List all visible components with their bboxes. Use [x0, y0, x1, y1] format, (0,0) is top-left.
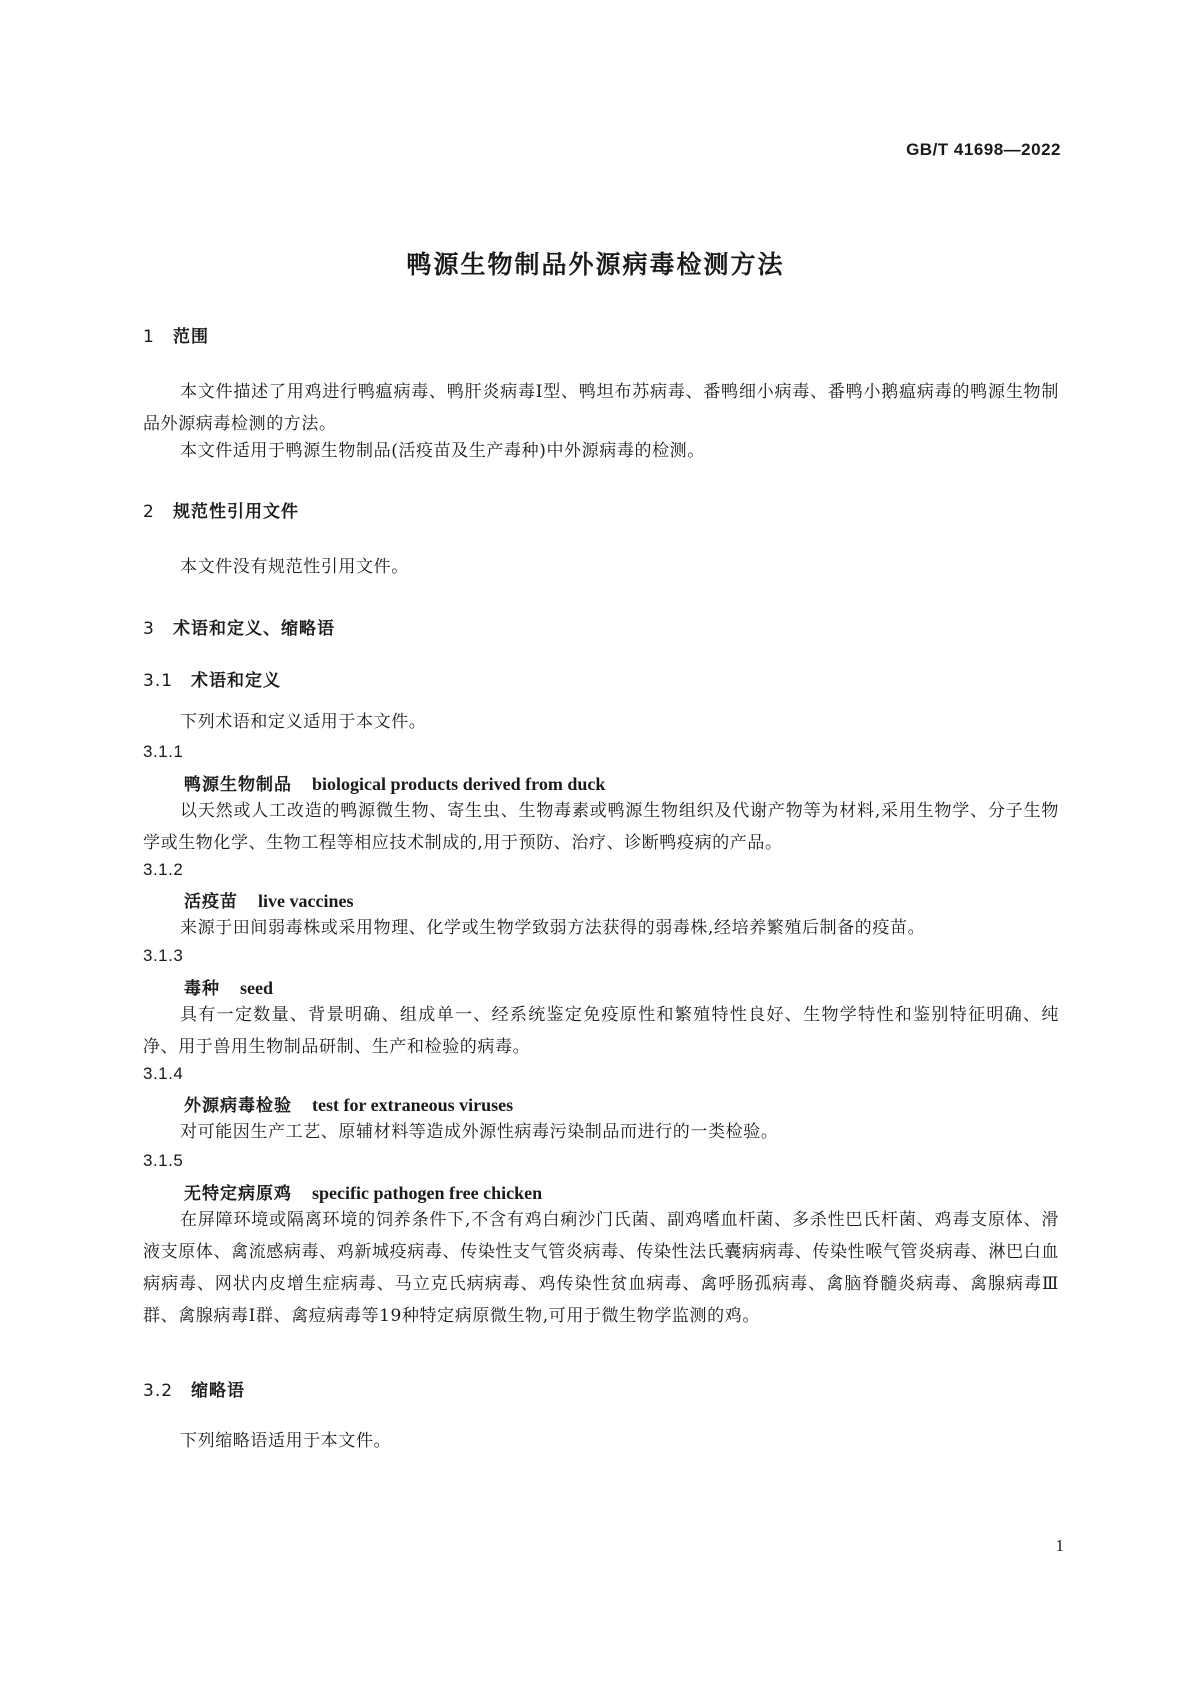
section-title: 术语和定义、缩略语 — [173, 619, 335, 639]
term-definition: 在屏障环境或隔离环境的饲养条件下,不含有鸡白痢沙门氏菌、副鸡嗜血杆菌、多杀性巴氏杆菌、鸡毒支原体、滑液支原体、禽流感病毒、鸡新城疫病毒、传染性支气管炎病毒、传染性法氏囊病病毒、传染性喉气管炎病毒、淋巴白血病病毒、网状内皮增生症病毒、马立克氏病病毒、鸡传染性贫血病毒、禽呼肠孤病毒、禽脑脊髓炎病毒、禽腺病毒Ⅲ群、禽腺病毒Ⅰ群、禽痘病毒等19种特定病原微生物,可用于微生物学监测的鸡。 — [143, 1210, 1059, 1326]
section-3-2-intro: 下列缩略语适用于本文件。 — [180, 1431, 392, 1451]
term-number: 3.1.5 — [143, 1151, 184, 1170]
section-number: 1 — [143, 327, 155, 347]
section-number: 3.1 — [143, 671, 174, 691]
term-en: specific pathogen free chicken — [312, 1183, 543, 1203]
section-1-paragraph-2: 本文件适用于鸭源生物制品(活疫苗及生产毒种)中外源病毒的检测。 — [180, 441, 705, 461]
term-heading — [184, 887, 353, 912]
term-zh: 活疫苗 — [184, 892, 238, 912]
document-title: 鸭源生物制品外源病毒检测方法 — [406, 250, 785, 279]
section-1-paragraph-1: 本文件描述了用鸡进行鸭瘟病毒、鸭肝炎病毒Ⅰ型、鸭坦布苏病毒、番鸭细小病毒、番鸭小鹅瘟病毒的鸭源生物制品外源病毒检测的方法。 — [143, 382, 1059, 434]
term-definition: 来源于田间弱毒株或采用物理、化学或生物学致弱方法获得的弱毒株,经培养繁殖后制备的疫苗。 — [180, 918, 926, 938]
term-heading — [184, 1091, 513, 1116]
section-2-heading — [143, 497, 299, 522]
standard-code: GB/T 41698—2022 — [906, 140, 1061, 159]
section-3-heading — [143, 614, 335, 639]
term-definition: 以天然或人工改造的鸭源微生物、寄生虫、生物毒素或鸭源生物组织及代谢产物等为材料,采用生物学、分子生物学或生物化学、生物工程等相应技术制成的,用于预防、治疗、诊断鸭疫病的产品。 — [143, 801, 1059, 853]
term-heading — [184, 1179, 542, 1204]
term-en: biological products derived from duck — [312, 774, 606, 794]
term-en: seed — [240, 978, 273, 998]
term-zh: 鸭源生物制品 — [184, 775, 292, 795]
section-3-1-intro: 下列术语和定义适用于本文件。 — [180, 712, 427, 732]
section-number: 3 — [143, 619, 155, 639]
term-number: 3.1.1 — [143, 742, 184, 761]
term-definition: 具有一定数量、背景明确、组成单一、经系统鉴定免疫原性和繁殖特性良好、生物学特性和鉴别特征明确、纯净、用于兽用生物制品研制、生产和检验的病毒。 — [143, 1005, 1059, 1057]
section-title: 术语和定义 — [191, 671, 281, 691]
term-number: 3.1.3 — [143, 946, 184, 965]
page-number: 1 — [1055, 1536, 1064, 1555]
section-3-2-heading — [143, 1376, 245, 1401]
term-en: live vaccines — [258, 891, 354, 911]
term-zh: 无特定病原鸡 — [184, 1184, 292, 1204]
term-zh: 外源病毒检验 — [184, 1096, 292, 1116]
section-2-paragraph-1: 本文件没有规范性引用文件。 — [180, 557, 409, 577]
term-definition: 对可能因生产工艺、原辅材料等造成外源性病毒污染制品而进行的一类检验。 — [180, 1122, 779, 1142]
term-heading — [184, 974, 273, 999]
term-number: 3.1.2 — [143, 860, 184, 879]
term-zh: 毒种 — [184, 979, 220, 999]
term-en: test for extraneous viruses — [312, 1095, 514, 1115]
section-1-heading — [143, 322, 209, 347]
section-number: 2 — [143, 502, 155, 522]
section-3-1-heading — [143, 666, 281, 691]
section-number: 3.2 — [143, 1381, 174, 1401]
section-title: 范围 — [173, 327, 209, 347]
term-number: 3.1.4 — [143, 1064, 184, 1083]
section-title: 缩略语 — [191, 1381, 245, 1401]
section-title: 规范性引用文件 — [173, 502, 299, 522]
term-heading — [184, 770, 605, 795]
